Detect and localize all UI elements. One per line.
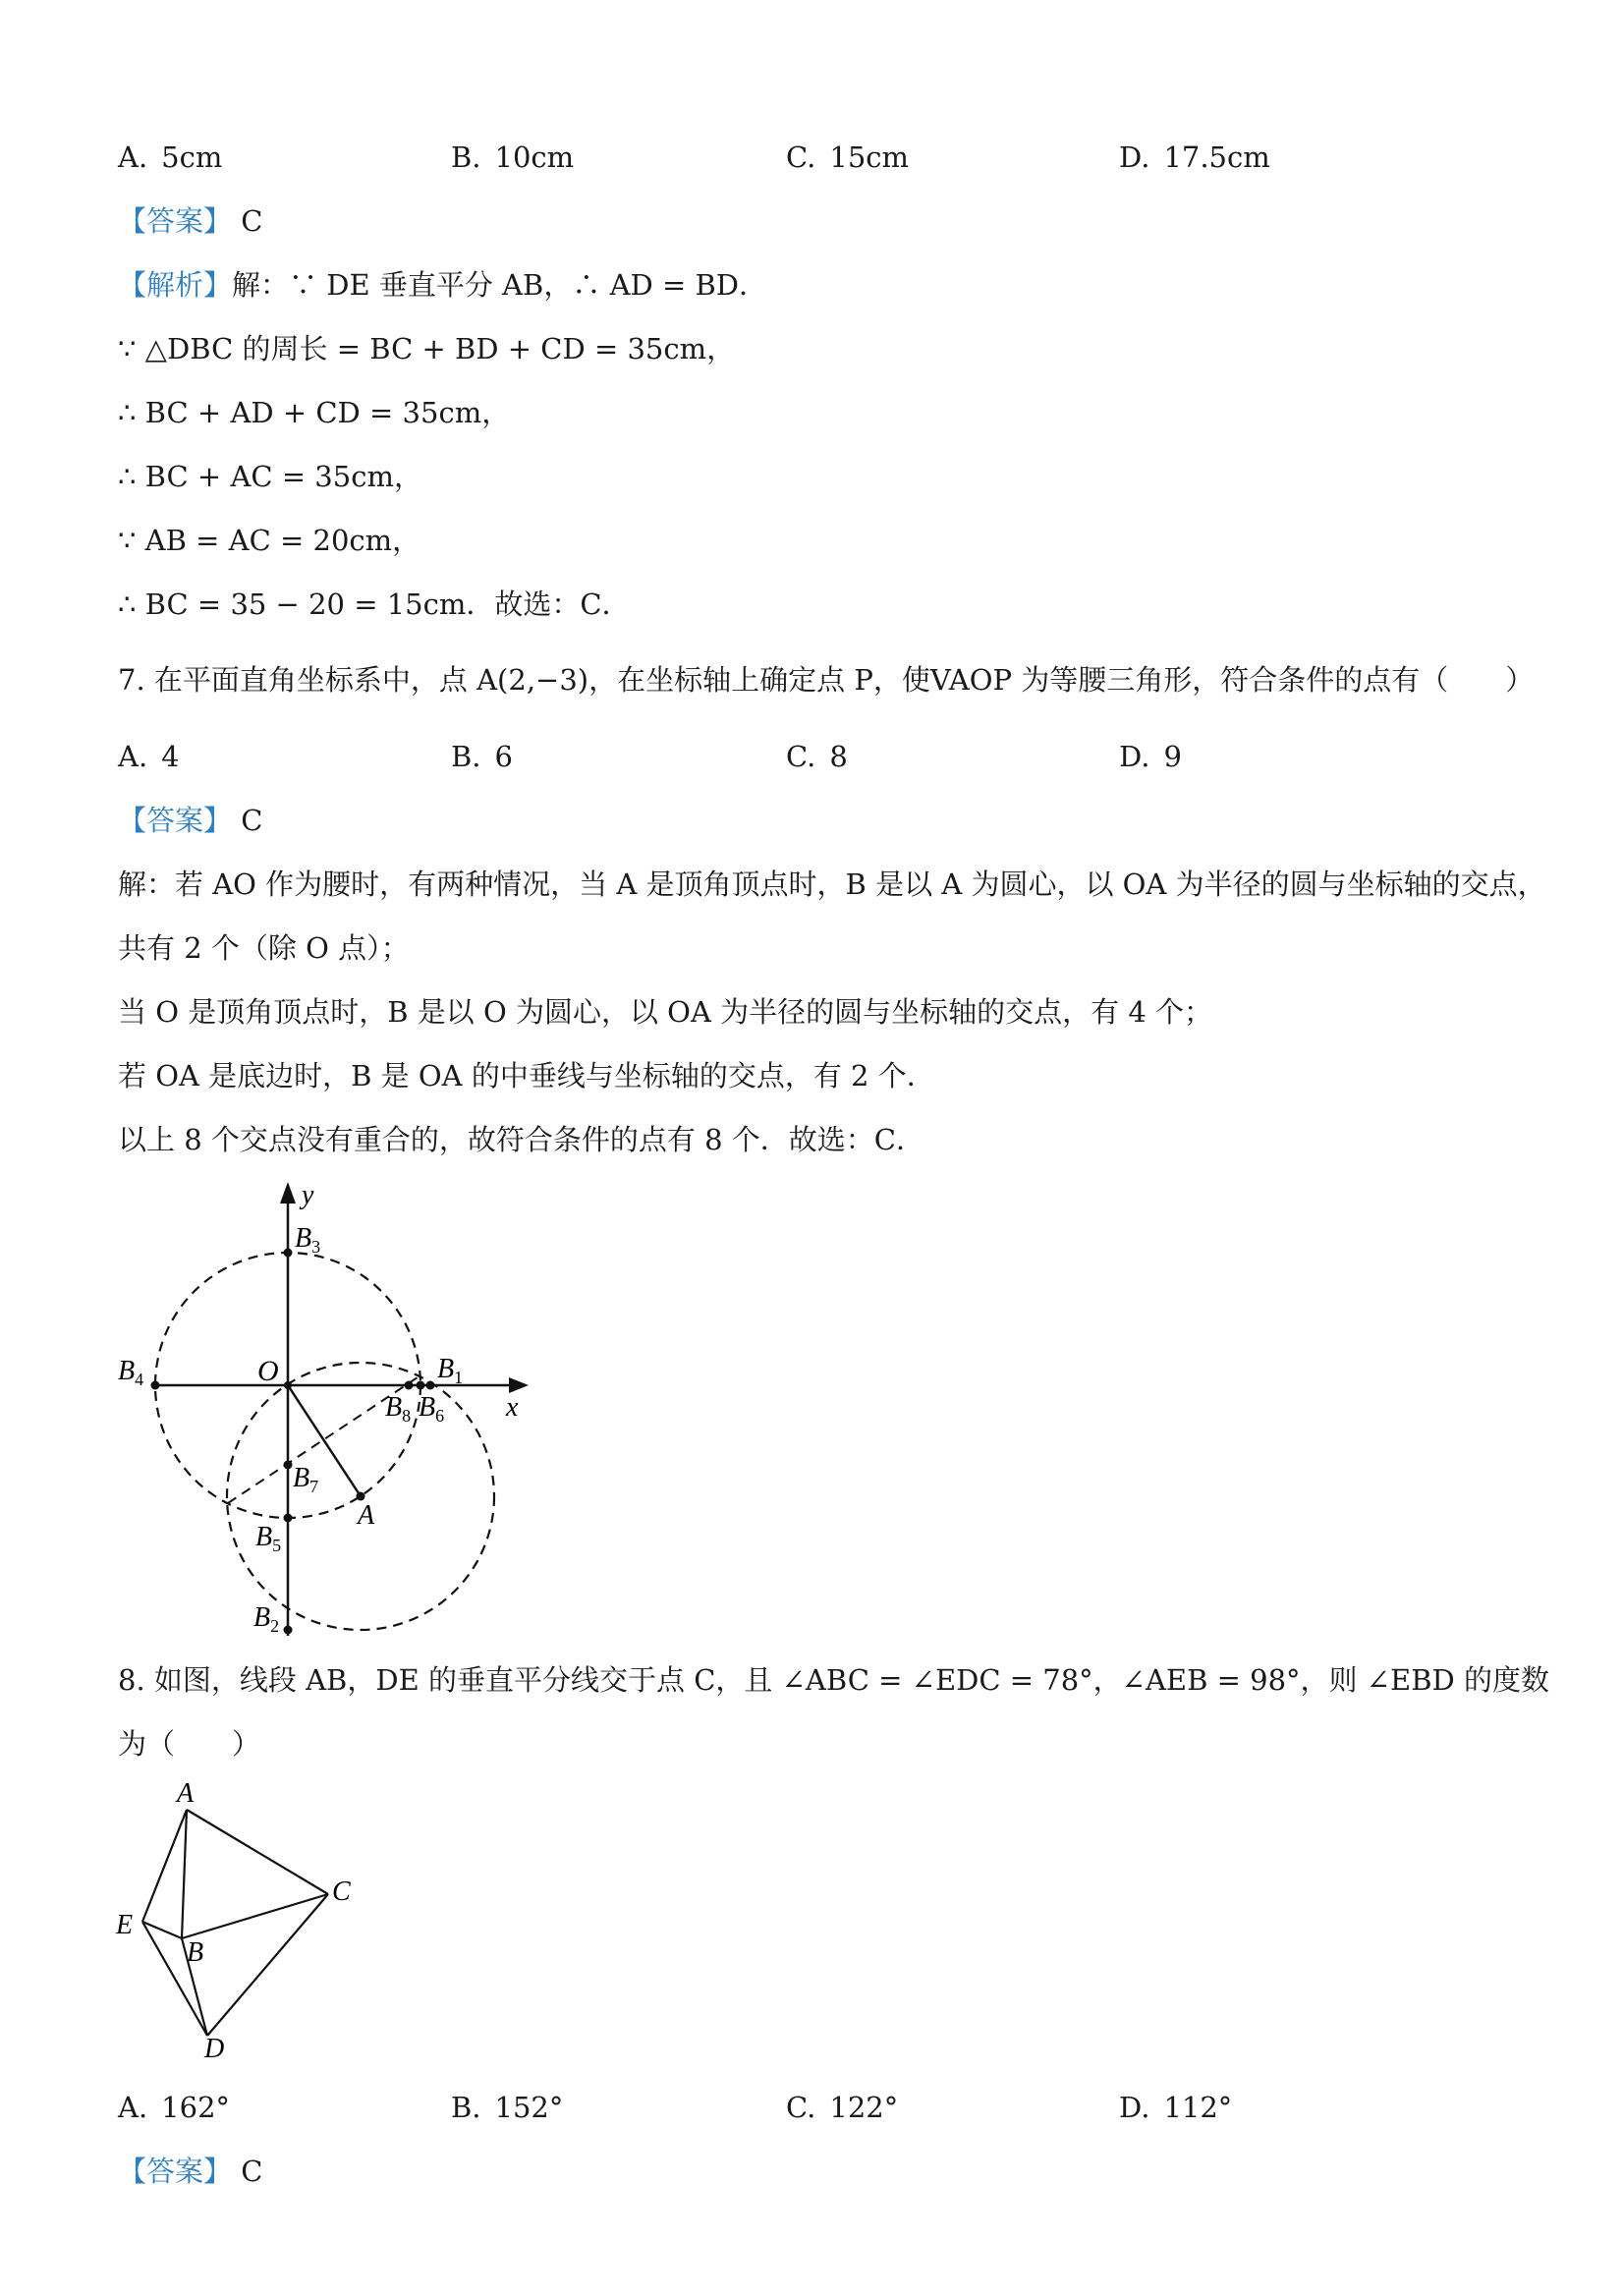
point-b8	[405, 1381, 414, 1390]
segment-bc	[182, 1894, 328, 1938]
q8-answer: 【答案】 C	[118, 2155, 263, 2188]
label-b1: $B_1$	[437, 1354, 464, 1387]
point-b2	[284, 1626, 293, 1635]
label-d: D	[204, 2034, 225, 2063]
q7-solution-line-2: 共有 2 个（除 O 点）；	[118, 931, 410, 965]
point-b4	[151, 1381, 160, 1390]
q6-analysis-line-6: ∴ BC = 35 − 20 = 15cm．故选：C．	[118, 588, 631, 621]
q7-option-b: B. 6	[451, 740, 513, 773]
segment-dc	[207, 1894, 328, 2036]
label-b8: $B_8$	[385, 1392, 412, 1426]
label-b6: $B_6$	[419, 1392, 445, 1426]
q8-figure	[108, 1778, 373, 2063]
point-b7	[284, 1461, 293, 1470]
point-o	[284, 1381, 292, 1389]
segment-ae	[142, 1810, 187, 1922]
label-o: O	[257, 1355, 279, 1387]
q6-option-d: D. 17.5cm	[1119, 140, 1270, 174]
q8-option-c: C. 122°	[786, 2091, 899, 2124]
q6-analysis-line-1: 【解析】解：∵ DE 垂直平分 AB，∴ AD = BD．	[118, 268, 768, 302]
q7-option-d: D. 9	[1119, 740, 1182, 773]
label-b4: $B_4$	[118, 1356, 144, 1389]
q6-option-a: A. 5cm	[118, 140, 223, 174]
label-b7: $B_7$	[293, 1463, 319, 1496]
q6-analysis-line-4: ∴ BC + AC = 35cm，	[118, 460, 422, 493]
label-b2: $B_2$	[253, 1602, 280, 1636]
q7-solution-line-4: 若 OA 是底边时，B 是 OA 的中垂线与坐标轴的交点，有 2 个．	[118, 1059, 935, 1092]
point-b3	[284, 1249, 293, 1258]
q6-analysis-line-5: ∵ AB = AC = 20cm，	[118, 524, 421, 557]
q7-option-a: A. 4	[118, 740, 180, 773]
point-b1	[417, 1381, 425, 1390]
q8-option-b: B. 152°	[451, 2091, 564, 2124]
q7-solution-line-3: 当 O 是顶角顶点时，B 是以 O 为圆心，以 OA 为半径的圆与坐标轴的交点，有 4 个；	[118, 995, 1212, 1029]
label-a: A	[177, 1778, 195, 1809]
q7-solution-line-5: 以上 8 个交点没有重合的，故符合条件的点有 8 个．故选：C．	[118, 1123, 924, 1156]
q7-option-c: C. 8	[786, 740, 848, 773]
segment-ac	[187, 1810, 328, 1894]
label-b5: $B_5$	[255, 1522, 282, 1555]
q8-stem-line-2: 为（ ）	[118, 1727, 261, 1761]
q7-coordinate-figure	[108, 1174, 550, 1646]
label-e: E	[116, 1910, 134, 1940]
y-axis-arrow	[280, 1182, 296, 1204]
label-x: x	[506, 1392, 519, 1423]
point-b6	[426, 1381, 435, 1390]
q7-solution-line-1: 解：若 AO 作为腰时，有两种情况，当 A 是顶角顶点时，B 是以 A 为圆心，以 OA 为半径的圆与坐标轴的交点，	[118, 868, 1546, 901]
label-y: y	[302, 1180, 314, 1210]
q8-stem-line-1: 8. 如图，线段 AB，DE 的垂直平分线交于点 C，且 ∠ABC = ∠EDC = 78°，∠AEB = 98°，则 ∠EBD 的度数	[118, 1663, 1550, 1697]
q6-option-c: C. 15cm	[786, 140, 910, 174]
label-b3: $B_3$	[295, 1223, 321, 1257]
q6-option-b: B. 10cm	[451, 140, 575, 174]
q7-answer: 【答案】 C	[118, 804, 263, 837]
q8-option-a: A. 162°	[118, 2091, 231, 2124]
point-b5	[284, 1514, 293, 1523]
label-b: B	[187, 1937, 204, 1968]
x-axis-arrow	[509, 1377, 529, 1393]
q7-stem: 7. 在平面直角坐标系中，点 A(2,−3)，在坐标轴上确定点 P，使VAOP 为等腰三角形，符合条件的点有（ ）	[118, 663, 1535, 697]
q8-option-d: D. 112°	[1119, 2091, 1233, 2124]
q6-analysis-line-3: ∴ BC + AD + CD = 35cm，	[118, 396, 511, 429]
q6-answer: 【答案】 C	[118, 204, 263, 238]
q6-analysis-line-2: ∵ △DBC 的周长 = BC + BD + CD = 35cm，	[118, 332, 736, 365]
segment-ab	[182, 1810, 187, 1938]
label-c: C	[332, 1876, 351, 1907]
label-a: A	[358, 1500, 375, 1531]
